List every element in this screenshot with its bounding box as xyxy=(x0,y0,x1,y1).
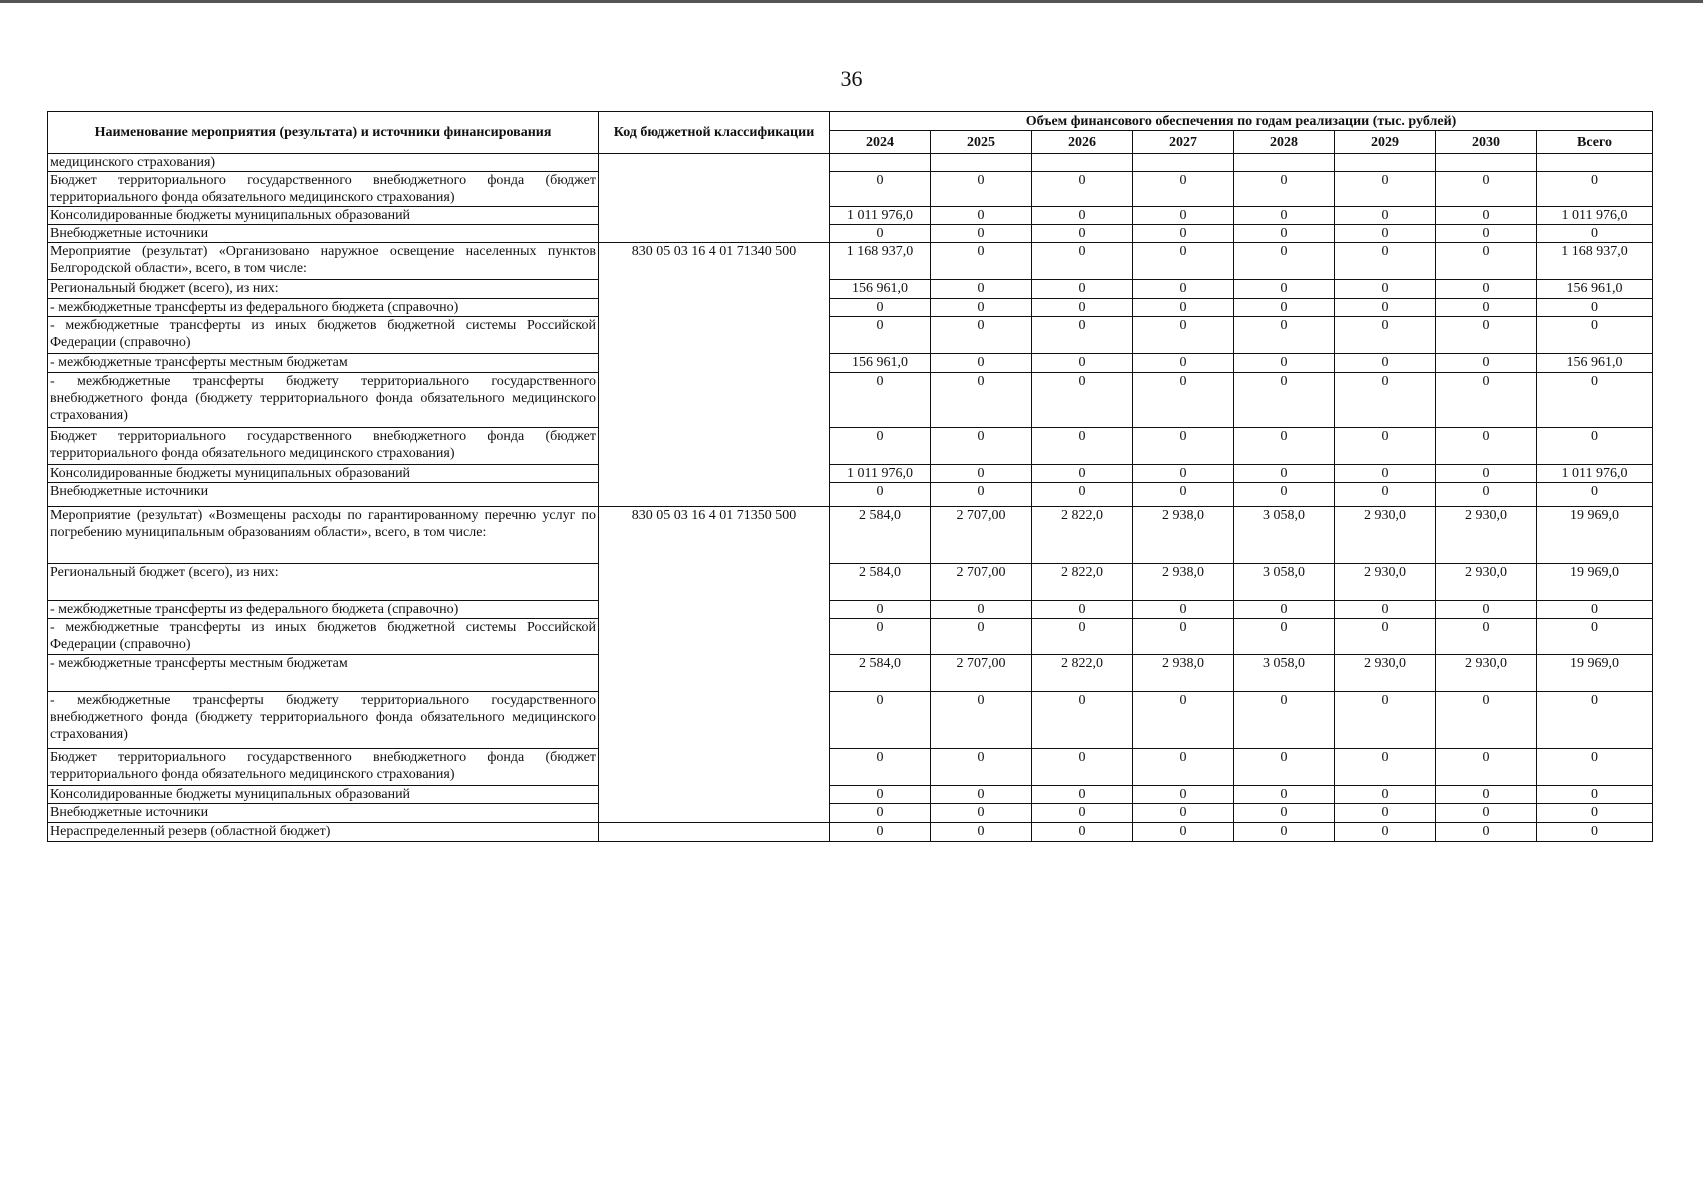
value-cell: 0 xyxy=(1436,354,1537,373)
value-cell: 2 930,0 xyxy=(1335,507,1436,564)
value-cell: 3 058,0 xyxy=(1234,564,1335,601)
row-name: - межбюджетные трансферты из иных бюджетов бюджетной системы Российской Федерации (справочно) xyxy=(48,619,599,655)
header-code: Код бюджетной классификации xyxy=(599,112,830,154)
value-cell: 0 xyxy=(931,280,1032,299)
value-cell: 0 xyxy=(830,749,931,786)
code-cell xyxy=(599,823,830,842)
value-cell: 1 011 976,0 xyxy=(830,465,931,483)
value-cell: 0 xyxy=(1032,207,1133,225)
value-cell xyxy=(1335,154,1436,172)
value-cell: 0 xyxy=(931,373,1032,428)
value-cell xyxy=(1537,154,1653,172)
table-row xyxy=(48,619,1653,655)
value-cell: 0 xyxy=(1335,243,1436,280)
value-cell: 0 xyxy=(1537,786,1653,804)
value-cell xyxy=(1133,154,1234,172)
table-row xyxy=(48,373,1653,428)
value-cell: 0 xyxy=(1234,299,1335,317)
value-cell: 1 011 976,0 xyxy=(830,207,931,225)
value-cell: 0 xyxy=(830,601,931,619)
header-year: 2028 xyxy=(1234,131,1335,154)
value-cell: 0 xyxy=(830,804,931,823)
value-cell: 0 xyxy=(1133,207,1234,225)
row-name: Внебюджетные источники xyxy=(48,483,599,507)
value-cell: 19 969,0 xyxy=(1537,564,1653,601)
value-cell: 0 xyxy=(1335,823,1436,842)
row-name: Региональный бюджет (всего), из них: xyxy=(48,280,599,299)
value-cell: 0 xyxy=(830,786,931,804)
value-cell: 0 xyxy=(1537,373,1653,428)
header-year: 2030 xyxy=(1436,131,1537,154)
value-cell: 2 584,0 xyxy=(830,564,931,601)
value-cell: 0 xyxy=(1234,749,1335,786)
value-cell: 0 xyxy=(1436,465,1537,483)
value-cell: 0 xyxy=(1133,243,1234,280)
value-cell: 0 xyxy=(1537,823,1653,842)
value-cell: 0 xyxy=(1335,354,1436,373)
value-cell: 0 xyxy=(1133,465,1234,483)
table-row xyxy=(48,428,1653,465)
table-row xyxy=(48,601,1653,619)
value-cell: 2 822,0 xyxy=(1032,655,1133,692)
value-cell: 2 822,0 xyxy=(1032,564,1133,601)
value-cell: 0 xyxy=(1234,465,1335,483)
value-cell: 156 961,0 xyxy=(1537,354,1653,373)
row-name: - межбюджетные трансферты местным бюджетам xyxy=(48,655,599,692)
value-cell: 0 xyxy=(1335,428,1436,465)
table-row xyxy=(48,564,1653,601)
value-cell: 0 xyxy=(830,317,931,354)
value-cell: 0 xyxy=(830,483,931,507)
value-cell: 0 xyxy=(1234,243,1335,280)
value-cell: 0 xyxy=(1335,749,1436,786)
value-cell: 0 xyxy=(931,243,1032,280)
header-year: 2029 xyxy=(1335,131,1436,154)
value-cell: 0 xyxy=(1133,373,1234,428)
value-cell: 0 xyxy=(1133,483,1234,507)
table-row xyxy=(48,354,1653,373)
value-cell: 0 xyxy=(931,692,1032,749)
value-cell: 2 584,0 xyxy=(830,655,931,692)
value-cell: 0 xyxy=(1133,428,1234,465)
row-name: - межбюджетные трансферты бюджету территориального государственного внебюджетного фонда (бюджету территориального фонда обязательного медицинского страхования) xyxy=(48,373,599,428)
table-row xyxy=(48,225,1653,243)
table-row xyxy=(48,483,1653,507)
value-cell: 2 822,0 xyxy=(1032,507,1133,564)
value-cell: 0 xyxy=(1436,243,1537,280)
value-cell: 0 xyxy=(1335,692,1436,749)
table-row xyxy=(48,243,1653,280)
value-cell: 0 xyxy=(931,299,1032,317)
value-cell: 0 xyxy=(1436,786,1537,804)
row-name: Мероприятие (результат) «Возмещены расходы по гарантированному перечню услуг по погребению муниципальным образованиям области», всего, в том числе: xyxy=(48,507,599,564)
row-name: Консолидированные бюджеты муниципальных образований xyxy=(48,465,599,483)
value-cell: 0 xyxy=(1537,483,1653,507)
value-cell: 1 168 937,0 xyxy=(830,243,931,280)
value-cell: 2 930,0 xyxy=(1436,564,1537,601)
value-cell: 0 xyxy=(1032,692,1133,749)
value-cell xyxy=(931,154,1032,172)
value-cell: 0 xyxy=(1234,692,1335,749)
value-cell: 0 xyxy=(1133,601,1234,619)
page-number: 36 xyxy=(840,66,863,91)
value-cell: 0 xyxy=(1032,299,1133,317)
value-cell: 3 058,0 xyxy=(1234,655,1335,692)
value-cell: 0 xyxy=(1537,619,1653,655)
value-cell: 0 xyxy=(931,601,1032,619)
value-cell: 0 xyxy=(1436,749,1537,786)
value-cell: 0 xyxy=(1537,172,1653,207)
value-cell: 2 938,0 xyxy=(1133,655,1234,692)
value-cell: 0 xyxy=(1537,692,1653,749)
value-cell: 0 xyxy=(1436,428,1537,465)
value-cell: 0 xyxy=(1234,172,1335,207)
table-row xyxy=(48,692,1653,749)
value-cell: 0 xyxy=(1537,749,1653,786)
value-cell: 0 xyxy=(1133,354,1234,373)
header-year: 2027 xyxy=(1133,131,1234,154)
table-row xyxy=(48,749,1653,786)
value-cell: 0 xyxy=(830,299,931,317)
value-cell: 0 xyxy=(1436,317,1537,354)
value-cell: 0 xyxy=(1133,692,1234,749)
value-cell: 0 xyxy=(931,207,1032,225)
value-cell: 0 xyxy=(1032,172,1133,207)
value-cell: 1 011 976,0 xyxy=(1537,465,1653,483)
value-cell: 0 xyxy=(1032,465,1133,483)
header-name: Наименование мероприятия (результата) и источники финансирования xyxy=(48,112,599,154)
value-cell: 0 xyxy=(1335,172,1436,207)
value-cell: 0 xyxy=(1436,207,1537,225)
row-name: - межбюджетные трансферты местным бюджетам xyxy=(48,354,599,373)
row-name: - межбюджетные трансферты бюджету территориального государственного внебюджетного фонда (бюджету территориального фонда обязательного медицинского страхования) xyxy=(48,692,599,749)
value-cell xyxy=(1436,154,1537,172)
value-cell: 0 xyxy=(1133,749,1234,786)
value-cell: 0 xyxy=(1335,483,1436,507)
value-cell: 0 xyxy=(1032,483,1133,507)
value-cell: 0 xyxy=(931,465,1032,483)
value-cell: 19 969,0 xyxy=(1537,655,1653,692)
value-cell: 0 xyxy=(1032,373,1133,428)
value-cell xyxy=(1032,154,1133,172)
value-cell: 0 xyxy=(931,483,1032,507)
value-cell: 0 xyxy=(931,804,1032,823)
table-row xyxy=(48,299,1653,317)
value-cell: 0 xyxy=(1335,804,1436,823)
row-name: Бюджет территориального государственного внебюджетного фонда (бюджет территориального фонда обязательного медицинского страхования) xyxy=(48,428,599,465)
table-row xyxy=(48,507,1653,564)
value-cell: 0 xyxy=(1436,823,1537,842)
value-cell: 0 xyxy=(1133,823,1234,842)
budget-code: 830 05 03 16 4 01 71340 500 xyxy=(599,243,830,507)
value-cell: 0 xyxy=(1032,804,1133,823)
value-cell: 0 xyxy=(931,225,1032,243)
header-year: 2024 xyxy=(830,131,931,154)
value-cell: 2 930,0 xyxy=(1335,564,1436,601)
table-row xyxy=(48,154,1653,172)
value-cell: 0 xyxy=(1032,317,1133,354)
value-cell: 0 xyxy=(931,172,1032,207)
value-cell: 156 961,0 xyxy=(830,280,931,299)
value-cell: 0 xyxy=(1133,299,1234,317)
value-cell: 0 xyxy=(931,749,1032,786)
row-name: - межбюджетные трансферты из иных бюджетов бюджетной системы Российской Федерации (справочно) xyxy=(48,317,599,354)
row-name: Консолидированные бюджеты муниципальных образований xyxy=(48,786,599,804)
row-name: Региональный бюджет (всего), из них: xyxy=(48,564,599,601)
value-cell: 0 xyxy=(1335,317,1436,354)
value-cell: 0 xyxy=(1234,354,1335,373)
value-cell: 2 707,00 xyxy=(931,564,1032,601)
value-cell: 0 xyxy=(1436,804,1537,823)
value-cell: 0 xyxy=(1032,786,1133,804)
value-cell: 0 xyxy=(1537,299,1653,317)
table-row xyxy=(48,465,1653,483)
value-cell: 0 xyxy=(830,428,931,465)
value-cell: 0 xyxy=(931,619,1032,655)
row-name: Бюджет территориального государственного внебюджетного фонда (бюджет территориального фонда обязательного медицинского страхования) xyxy=(48,172,599,207)
value-cell: 2 930,0 xyxy=(1436,655,1537,692)
value-cell: 0 xyxy=(830,619,931,655)
value-cell: 0 xyxy=(1234,804,1335,823)
value-cell: 0 xyxy=(1436,225,1537,243)
header-year: 2025 xyxy=(931,131,1032,154)
value-cell: 0 xyxy=(1537,601,1653,619)
value-cell: 0 xyxy=(1537,225,1653,243)
value-cell: 0 xyxy=(830,823,931,842)
row-name: - межбюджетные трансферты из федерального бюджета (справочно) xyxy=(48,299,599,317)
value-cell: 0 xyxy=(1436,483,1537,507)
value-cell: 0 xyxy=(1234,428,1335,465)
budget-table xyxy=(47,111,1653,842)
value-cell: 0 xyxy=(1436,299,1537,317)
value-cell: 0 xyxy=(1335,299,1436,317)
value-cell: 0 xyxy=(1436,373,1537,428)
table-body xyxy=(48,154,1653,842)
value-cell: 2 707,00 xyxy=(931,655,1032,692)
value-cell: 0 xyxy=(1335,280,1436,299)
value-cell: 0 xyxy=(931,354,1032,373)
value-cell: 0 xyxy=(830,692,931,749)
value-cell: 0 xyxy=(1436,172,1537,207)
value-cell: 0 xyxy=(1133,280,1234,299)
value-cell: 0 xyxy=(1234,225,1335,243)
table-row xyxy=(48,804,1653,823)
row-name: Мероприятие (результат) «Организовано наружное освещение населенных пунктов Белгородской области», всего, в том числе: xyxy=(48,243,599,280)
value-cell xyxy=(830,154,931,172)
row-name: Бюджет территориального государственного внебюджетного фонда (бюджет территориального фонда обязательного медицинского страхования) xyxy=(48,749,599,786)
value-cell: 0 xyxy=(1133,172,1234,207)
value-cell: 2 930,0 xyxy=(1335,655,1436,692)
value-cell: 0 xyxy=(1032,280,1133,299)
value-cell: 0 xyxy=(1234,823,1335,842)
budget-code: 830 05 03 16 4 01 71350 500 xyxy=(599,507,830,823)
value-cell: 0 xyxy=(1335,207,1436,225)
value-cell: 2 938,0 xyxy=(1133,507,1234,564)
value-cell: 0 xyxy=(1436,280,1537,299)
value-cell: 2 707,00 xyxy=(931,507,1032,564)
value-cell: 2 584,0 xyxy=(830,507,931,564)
value-cell: 0 xyxy=(1133,225,1234,243)
value-cell: 0 xyxy=(1436,692,1537,749)
value-cell: 2 938,0 xyxy=(1133,564,1234,601)
value-cell: 0 xyxy=(1436,619,1537,655)
table-row xyxy=(48,786,1653,804)
row-name: Внебюджетные источники xyxy=(48,225,599,243)
value-cell: 19 969,0 xyxy=(1537,507,1653,564)
value-cell: 0 xyxy=(1234,207,1335,225)
value-cell: 0 xyxy=(1234,786,1335,804)
header-year: 2026 xyxy=(1032,131,1133,154)
value-cell: 0 xyxy=(1234,373,1335,428)
table-row xyxy=(48,655,1653,692)
row-name: Внебюджетные источники xyxy=(48,804,599,823)
value-cell: 0 xyxy=(1133,317,1234,354)
value-cell: 0 xyxy=(1436,601,1537,619)
table-row xyxy=(48,823,1653,842)
code-cell xyxy=(599,154,830,243)
top-rule xyxy=(0,0,1703,3)
value-cell: 0 xyxy=(1032,749,1133,786)
value-cell: 0 xyxy=(1133,786,1234,804)
table-row xyxy=(48,172,1653,207)
value-cell: 0 xyxy=(1537,804,1653,823)
row-name: Консолидированные бюджеты муниципальных образований xyxy=(48,207,599,225)
value-cell: 156 961,0 xyxy=(1537,280,1653,299)
value-cell: 0 xyxy=(1335,225,1436,243)
value-cell: 0 xyxy=(1335,465,1436,483)
value-cell: 0 xyxy=(830,172,931,207)
value-cell: 0 xyxy=(1537,317,1653,354)
row-name: медицинского страхования) xyxy=(48,154,599,172)
value-cell: 0 xyxy=(1335,786,1436,804)
header-total: Всего xyxy=(1537,131,1653,154)
value-cell: 1 011 976,0 xyxy=(1537,207,1653,225)
value-cell: 1 168 937,0 xyxy=(1537,243,1653,280)
value-cell: 156 961,0 xyxy=(830,354,931,373)
value-cell: 0 xyxy=(1032,243,1133,280)
value-cell: 0 xyxy=(1335,619,1436,655)
value-cell: 0 xyxy=(830,373,931,428)
value-cell: 0 xyxy=(931,428,1032,465)
table-row xyxy=(48,317,1653,354)
value-cell: 0 xyxy=(1032,601,1133,619)
table-row xyxy=(48,280,1653,299)
row-name: - межбюджетные трансферты из федерального бюджета (справочно) xyxy=(48,601,599,619)
value-cell: 0 xyxy=(1335,601,1436,619)
value-cell: 0 xyxy=(1335,373,1436,428)
value-cell: 0 xyxy=(830,225,931,243)
value-cell: 0 xyxy=(1032,225,1133,243)
value-cell: 0 xyxy=(1133,804,1234,823)
value-cell: 0 xyxy=(1032,823,1133,842)
value-cell: 0 xyxy=(1234,483,1335,507)
value-cell xyxy=(1234,154,1335,172)
value-cell: 3 058,0 xyxy=(1234,507,1335,564)
value-cell: 0 xyxy=(931,823,1032,842)
value-cell: 0 xyxy=(1537,428,1653,465)
row-name: Нераспределенный резерв (областной бюджет) xyxy=(48,823,599,842)
header-volume: Объем финансового обеспечения по годам реализации (тыс. рублей) xyxy=(830,112,1653,131)
value-cell: 0 xyxy=(1234,317,1335,354)
value-cell: 0 xyxy=(1234,280,1335,299)
value-cell: 0 xyxy=(1032,354,1133,373)
value-cell: 0 xyxy=(1234,619,1335,655)
value-cell: 0 xyxy=(1032,428,1133,465)
value-cell: 0 xyxy=(1133,619,1234,655)
value-cell: 0 xyxy=(1234,601,1335,619)
value-cell: 0 xyxy=(1032,619,1133,655)
value-cell: 0 xyxy=(931,317,1032,354)
value-cell: 2 930,0 xyxy=(1436,507,1537,564)
value-cell: 0 xyxy=(931,786,1032,804)
table-row xyxy=(48,207,1653,225)
